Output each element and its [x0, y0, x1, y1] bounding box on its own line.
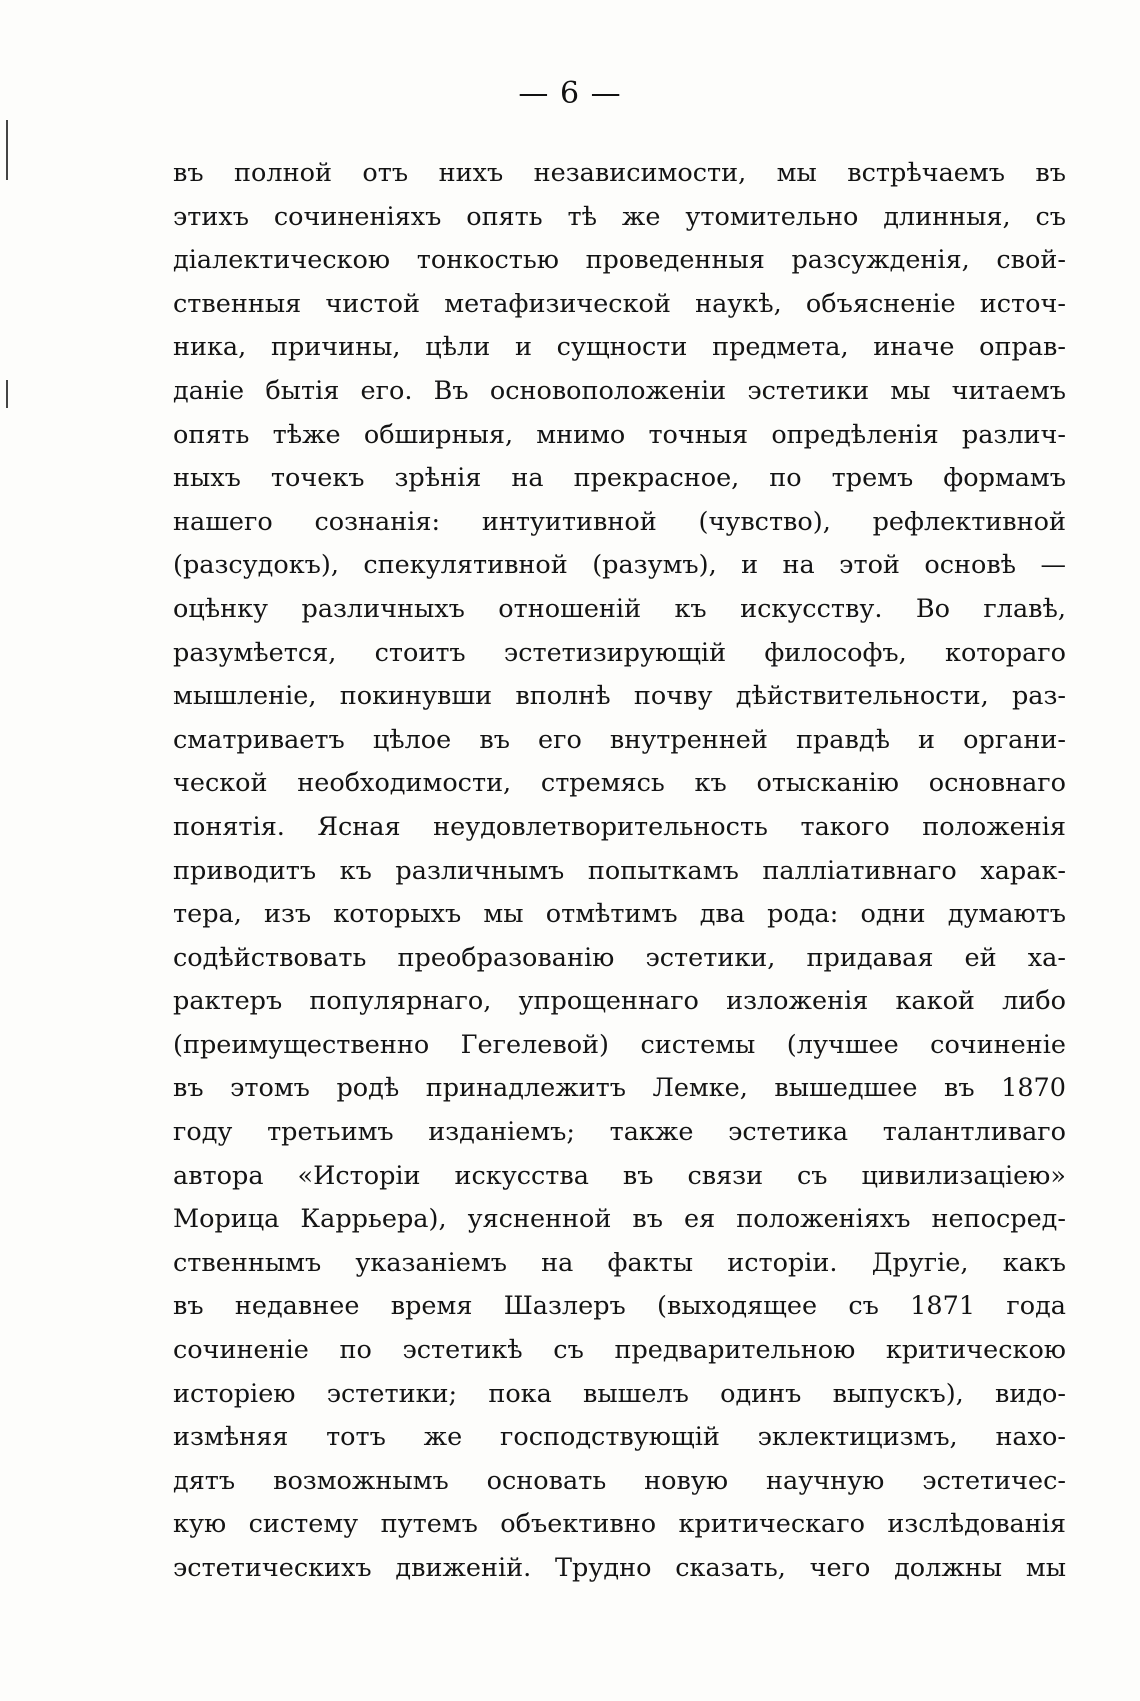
text-line: въ недавнее время Шазлеръ (выходящее съ 1871 года [173, 1291, 1066, 1322]
text-line: понятія. Ясная неудовлетворительность такого положенія [173, 811, 1066, 842]
body-text [173, 152, 1066, 1591]
text-line: (преимущественно Гегелевой) системы (лучшее сочиненіе [173, 1029, 1066, 1060]
text-line: году третьимъ изданіемъ; также эстетика талантливаго [173, 1117, 1066, 1148]
text-line: кую систему путемъ объективно критическаго изслѣдованія [173, 1509, 1066, 1540]
text-line: этихъ сочиненіяхъ опять тѣ же утомительно длинныя, съ [173, 201, 1066, 232]
text-line: ственнымъ указаніемъ на факты исторіи. Другіе, какъ [173, 1247, 1066, 1278]
text-line: оцѣнку различныхъ отношеній къ искусству. Во главѣ, [173, 593, 1066, 624]
text-line: приводитъ къ различнымъ попыткамъ палліативнаго харак- [173, 855, 1066, 886]
text-line: тера, изъ которыхъ мы отмѣтимъ два рода: одни думаютъ [173, 899, 1066, 930]
text-line: сматриваетъ цѣлое въ его внутренней правдѣ и органи- [173, 724, 1066, 755]
text-line: въ этомъ родѣ принадлежитъ Лемке, вышедшее въ 1870 [173, 1073, 1066, 1104]
text-line: ныхъ точекъ зрѣнія на прекрасное, по тремъ формамъ [173, 463, 1066, 494]
text-line: измѣняя тотъ же господствующій эклектицизмъ, нахо- [173, 1422, 1066, 1453]
text-line: Морица Каррьера), уясненной въ ея положеніяхъ непосред- [173, 1204, 1066, 1235]
text-line: ческой необходимости, стремясь къ отысканію основнаго [173, 768, 1066, 799]
text-line: содѣйствовать преобразованію эстетики, придавая ей ха- [173, 942, 1066, 973]
text-line: эстетическихъ движеній. Трудно сказать, чего должны мы [173, 1553, 1066, 1583]
page-number: — 6 — [518, 76, 622, 111]
text-line: ника, причины, цѣли и сущности предмета, иначе оправ- [173, 332, 1066, 363]
text-line: опять тѣже обширныя, мнимо точныя опредѣленія различ- [173, 419, 1066, 450]
margin-rule-mark [6, 120, 8, 180]
text-line: ственныя чистой метафизической наукѣ, объясненіе источ- [173, 288, 1066, 319]
text-line: мышленіе, покинувши вполнѣ почву дѣйствительности, раз- [173, 681, 1066, 712]
text-line: рактеръ популярнаго, упрощеннаго изложенія какой либо [173, 986, 1066, 1017]
text-line: (разсудокъ), спекулятивной (разумъ), и на этой основѣ — [173, 550, 1066, 581]
text-line: нашего сознанія: интуитивной (чувство), рефлективной [173, 506, 1066, 537]
text-line: дятъ возможнымъ основать новую научную эстетичес- [173, 1465, 1066, 1496]
text-line: даніе бытія его. Въ основоположеніи эстетики мы читаемъ [173, 375, 1066, 406]
text-line: діалектическою тонкостью проведенныя разсужденія, свой- [173, 245, 1066, 276]
text-line: разумѣется, стоитъ эстетизирующій философъ, котораго [173, 637, 1066, 668]
text-line: сочиненіе по эстетикѣ съ предварительною критическою [173, 1335, 1066, 1366]
margin-rule-mark [6, 380, 8, 408]
text-line: исторіею эстетики; пока вышелъ одинъ выпускъ), видо- [173, 1378, 1066, 1409]
text-line: автора «Исторіи искусства въ связи съ цивилизаціею» [173, 1160, 1066, 1191]
text-line: въ полной отъ нихъ независимости, мы встрѣчаемъ въ [173, 158, 1066, 188]
